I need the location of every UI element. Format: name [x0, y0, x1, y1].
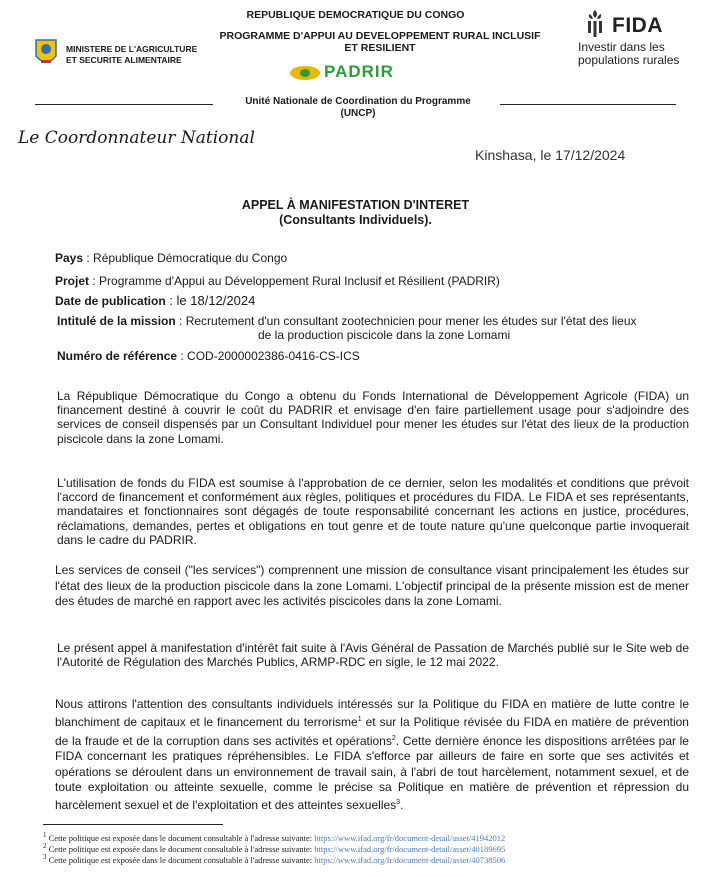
- padrir-logo: PADRIR: [290, 62, 394, 82]
- unit-name: Unité Nationale de Coordination du Programme (UNCP): [245, 96, 471, 119]
- fida-tagline: Investir dans les populations rurales: [578, 40, 680, 67]
- paragraph-notice-reference: Le présent appel à manifestation d'intérêt fait suite à l'Avis Général de Passation de Marchés publié sur le Site web de l'Autorité de Régulation des Marchés Publics, ARMP-RDC en sigle, le 12 mai 2022.: [57, 641, 689, 670]
- footnote-2: $^2$ Cette politique est exposée dans le document consultable à l'adresse suivante: https://www.ifad.org/fr/document-detail/asset/40189695: [43, 842, 506, 854]
- paragraph-policies: Nous attirons l'attention des consultants individuels intéressés sur la Politique du FIDA en matière de lutte contre le blanchiment de capitaux et le financement du terrorisme$^1$ et sur la Politique révisée du FIDA en matière de prévention de la fraude et de la corruption dans ses activités et opérations$^2$. Cette dernière énonce les dispositions arrêtées par le FIDA concernant les pratiques répréhensibles. Le FIDA s'efforce par ailleurs de faire en sorte que ses activités et opérations se déroulent dans un environnement de travail sain, à l'abri de tout harcèlement, notamment sexuel, et de toute exploitation ou atteinte sexuelle, comme le précise sa Politique en matière de prévention et répression du harcèlement sexuel et de l'exploitation et des atteintes sexuelles$^3$.: [55, 697, 689, 813]
- footnote-1: $^1$ Cette politique est exposée dans le document consultable à l'adresse suivante: https://www.ifad.org/fr/document-detail/asset/41942012: [43, 831, 506, 843]
- footnote-2-link[interactable]: https://www.ifad.org/fr/document-detail/asset/40189695: [314, 843, 506, 854]
- footnote-3-link[interactable]: https://www.ifad.org/fr/document-detail/asset/40738506: [314, 854, 506, 865]
- field-date-publication: Date de publication : le 18/12/2024: [55, 293, 256, 308]
- paragraph-services: Les services de conseil ("les services") comprennent une mission de consultance visant principalement les études sur l'état des lieux de la production piscicole dans la zone Lomami. L'objectif principal de la présente mission est de mener des études de marché en rapport avec les activités piscicoles dans la zone Lomami.: [55, 563, 689, 608]
- padrir-mark-icon: [290, 66, 320, 80]
- field-projet: Projet : Programme d'Appui au Développement Rural Inclusif et Résilient (PADRIR): [55, 274, 500, 288]
- footnote-rule: [43, 824, 223, 825]
- coordinator-title: Le Coordonnateur National: [18, 128, 255, 148]
- paragraph-financing: La République Démocratique du Congo a obtenu du Fonds International de Développement Agricole (FIDA) un financement destiné à couvrir le coût du PADRIR et envisage d'en faire partiellement usage pour s'adjoindre des services de conseil dispensés par un Consultant Individuel pour mener les études sur l'état des lieux de la production piscicole dans la zone Lomami.: [57, 389, 689, 446]
- ministry-name: MINISTERE DE L'AGRICULTURE ET SECURITE ALIMENTAIRE: [66, 44, 198, 65]
- header-rule-left: [35, 104, 213, 105]
- program-title: PROGRAMME D'APPUI AU DEVELOPPEMENT RURAL INCLUSIF ET RESILIENT: [219, 30, 541, 54]
- header-rule-right: [500, 104, 676, 105]
- republic-heading: REPUBLIQUE DEMOCRATIQUE DU CONGO: [246, 9, 465, 21]
- field-mission: Intitulé de la mission : Recrutement d'un consultant zootechnicien pour mener les études sur l'état des lieux de la production piscicole dans la zone Lomami: [57, 314, 637, 342]
- document-date: Kinshasa, le 17/12/2024: [475, 147, 626, 163]
- field-reference: Numéro de référence : COD-2000002386-0416-CS-ICS: [57, 349, 360, 363]
- fida-logo-icon: [580, 8, 610, 40]
- field-pays: Pays : République Démocratique du Congo: [55, 251, 288, 265]
- paragraph-fund-usage: L'utilisation de fonds du FIDA est soumise à l'approbation de ce dernier, selon les modalités et conditions que prévoit l'accord de financement et conformément aux règles, politiques et procédures du FIDA. Le FIDA et ses représentants, mandataires et fonctionnaires sont dégagés de toute responsabilité concernant les actions en justice, procédures, réclamations, demandes, pertes et obligations en tout genre et de toute nature qu'une quelconque partie invoquerait dans le cadre du PADRIR.: [57, 476, 689, 547]
- coat-of-arms-icon: [33, 36, 59, 70]
- footnote-1-link[interactable]: https://www.ifad.org/fr/document-detail/asset/41942012: [314, 832, 506, 843]
- footnote-3: $^3$ Cette politique est exposée dans le document consultable à l'adresse suivante: https://www.ifad.org/fr/document-detail/asset/40738506: [43, 853, 506, 865]
- notice-title: APPEL À MANIFESTATION D'INTERET (Consultants Individuels).: [241, 198, 470, 227]
- fida-wordmark: FIDA: [612, 14, 663, 37]
